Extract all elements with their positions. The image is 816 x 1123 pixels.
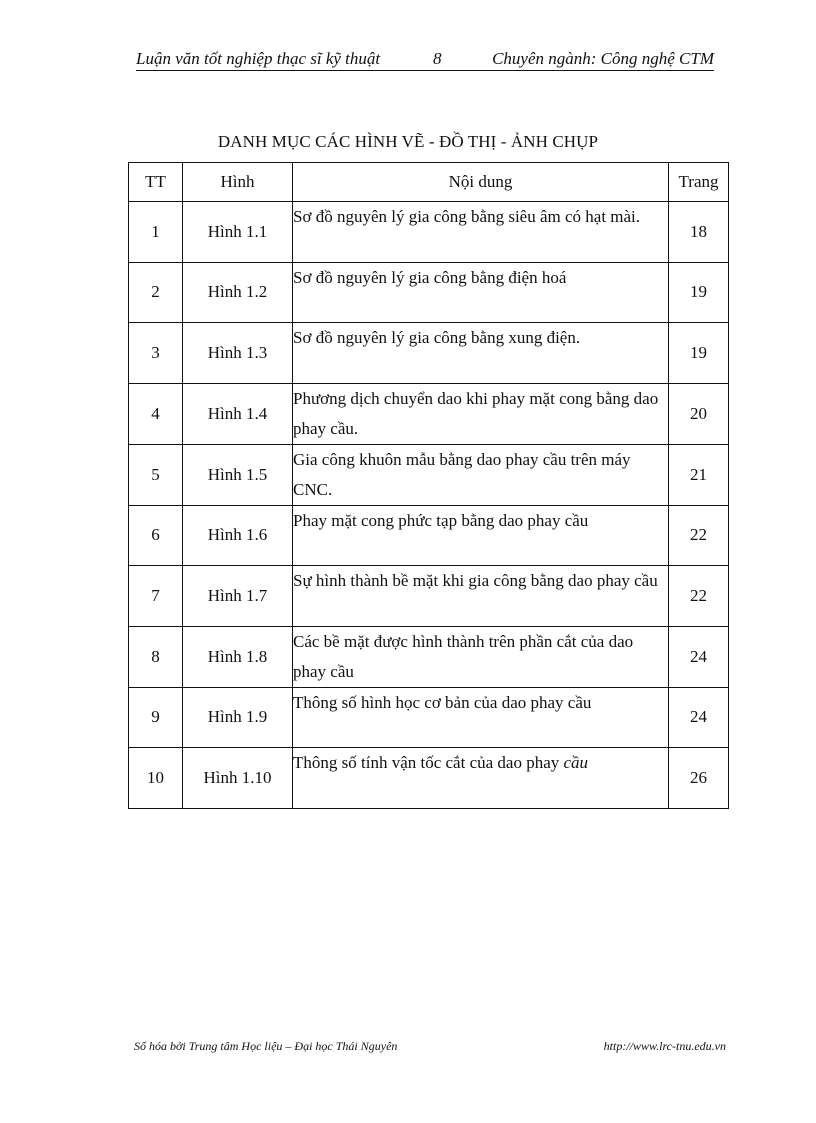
figure-description: Gia công khuôn mẫu bằng dao phay cầu trên máy CNC. [293, 444, 669, 505]
row-number: 3 [129, 323, 183, 384]
figure-description [293, 748, 669, 809]
row-number: 9 [129, 687, 183, 748]
page-number: 22 [669, 566, 729, 627]
table-row [129, 505, 729, 566]
footer-digitized-by: Số hóa bởi Trung tâm Học liệu – Đại học Thái Nguyên [134, 1039, 398, 1053]
figure-label: Hình 1.5 [183, 444, 293, 505]
figure-label: Hình 1.8 [183, 626, 293, 687]
figure-label: Hình 1.1 [183, 202, 293, 263]
figure-description: Phương dịch chuyển dao khi phay mặt cong bằng dao phay cầu. [293, 383, 669, 444]
row-number: 10 [129, 748, 183, 809]
table-row [129, 748, 729, 809]
figure-description: Sự hình thành bề mặt khi gia công bằng dao phay cầu [293, 566, 669, 627]
row-number: 4 [129, 383, 183, 444]
page-title: DANH MỤC CÁC HÌNH VẼ - ĐỒ THỊ - ẢNH CHỤP [217, 132, 599, 151]
page-number: 18 [669, 202, 729, 263]
row-number: 6 [129, 505, 183, 566]
column-header-page: Trang [669, 163, 729, 202]
page-number: 24 [669, 626, 729, 687]
table-row [129, 383, 729, 444]
figure-list-table [128, 162, 729, 809]
figure-label: Hình 1.4 [183, 383, 293, 444]
page-number: 24 [669, 687, 729, 748]
figure-label: Hình 1.3 [183, 323, 293, 384]
running-header [136, 48, 714, 71]
row-number: 2 [129, 262, 183, 323]
figure-description: Sơ đồ nguyên lý gia công bằng siêu âm có hạt mài. [293, 202, 669, 263]
table-row [129, 626, 729, 687]
table-row [129, 202, 729, 263]
figure-description-italic: cầu [563, 753, 589, 772]
table-row [129, 323, 729, 384]
page-number: 21 [669, 444, 729, 505]
figure-label: Hình 1.6 [183, 505, 293, 566]
column-header-content: Nội dung [293, 163, 669, 202]
table-row [129, 687, 729, 748]
figure-description-text: Thông số tính vận tốc cắt của dao phay [293, 753, 560, 772]
page-number: 22 [669, 505, 729, 566]
page-number: 19 [669, 323, 729, 384]
figure-label: Hình 1.2 [183, 262, 293, 323]
page-number: 19 [669, 262, 729, 323]
figure-description: Thông số hình học cơ bản của dao phay cầu [293, 687, 669, 748]
figure-description: Sơ đồ nguyên lý gia công bằng điện hoá [293, 262, 669, 323]
column-header-figure: Hình [183, 163, 293, 202]
row-number: 1 [129, 202, 183, 263]
figure-label: Hình 1.10 [183, 748, 293, 809]
figure-label: Hình 1.9 [183, 687, 293, 748]
row-number: 7 [129, 566, 183, 627]
table-row [129, 444, 729, 505]
figure-label: Hình 1.7 [183, 566, 293, 627]
figure-description: Sơ đồ nguyên lý gia công bằng xung điện. [293, 323, 669, 384]
row-number: 5 [129, 444, 183, 505]
page-number: 26 [669, 748, 729, 809]
header-thesis-title: Luận văn tốt nghiệp thạc sĩ kỹ thuật [136, 49, 381, 68]
page-number: 20 [669, 383, 729, 444]
footer-url: http://www.lrc-tnu.edu.vn [603, 1039, 726, 1053]
header-specialization: Chuyên ngành: Công nghệ CTM [492, 49, 714, 68]
table-header-row [129, 163, 729, 202]
header-page-number: 8 [433, 49, 442, 68]
figure-description: Phay mặt cong phức tạp bằng dao phay cầu [293, 505, 669, 566]
table-row [129, 566, 729, 627]
table-row [129, 262, 729, 323]
column-header-tt: TT [129, 163, 183, 202]
figure-description: Các bề mặt được hình thành trên phần cắt của dao phay cầu [293, 626, 669, 687]
row-number: 8 [129, 626, 183, 687]
